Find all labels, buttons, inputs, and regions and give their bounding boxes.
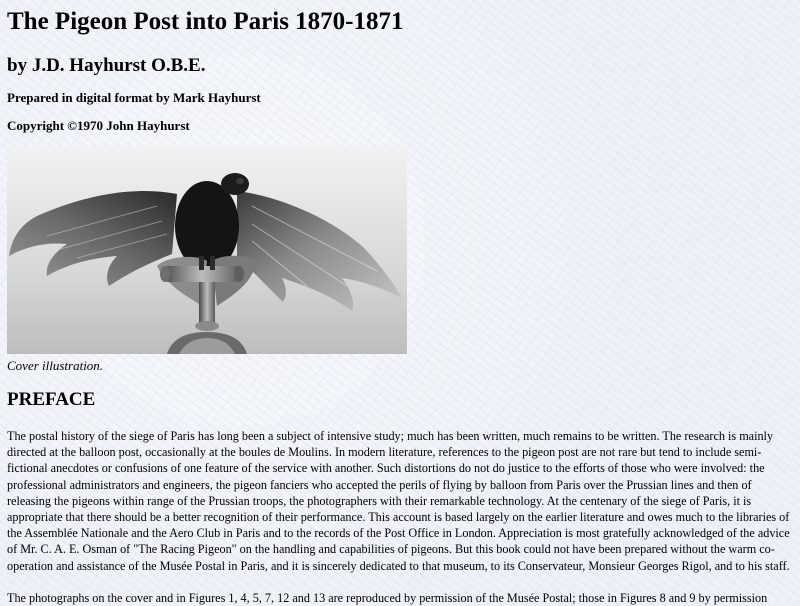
page-title: The Pigeon Post into Paris 1870-1871 xyxy=(7,8,404,35)
preface-paragraph: The postal history of the siege of Paris has long been a subject of intensive study; much has been written, much remains to be written. The research is mainly directed at the balloon post, occasionally at the boules de Moulins. In modern literature, references to the pigeon post are not rare but tend to include semi-fictional anecdotes or confusions of one feature of the service with another. Such distortions do not do justice to the efforts of those who were involved: the professional administrators and engineers, the pigeon fanciers who accepted the perils of flying by balloon from Paris over the Prussian lines and then of releasing the pigeons within range of the Prussian troops, the photographers with their remarkable technology. At the centenary of the siege of Paris, it is appropriate that there should be a better recognition of their performance. This account is based largely on the earlier literature and owes much to the libraries of the Assemblée Nationale and the Aero Club in Paris and to the records of the Post Office in London. Appreciation is most gratefully acknowledged of the advice of Mr. C. A. E. Osman of "The Racing Pigeon" on the handling and capabilities of pigeons. But this book could not have been prepared without the warm co-operation and assistance of the Musée Postal in Paris, and it is sincerely dedicated to that museum, to its Conservateur, Monsieur Georges Rigol, and to his staff. xyxy=(7,429,790,573)
section-heading-preface: PREFACE xyxy=(7,389,96,410)
copyright-notice: Copyright ©1970 John Hayhurst xyxy=(7,118,190,133)
cover-caption: Cover illustration. xyxy=(7,358,104,373)
preface-paragraph: The photographs on the cover and in Figures 1, 4, 5, 7, 12 and 13 are reproduced by permission of the Musée Postal; those in Figures 8 and 9 by permission xyxy=(7,590,768,605)
author-line: by J.D. Hayhurst O.B.E. xyxy=(7,55,206,76)
cover-illustration xyxy=(7,146,407,354)
digital-credit: Prepared in digital format by Mark Hayhurst xyxy=(7,90,261,105)
